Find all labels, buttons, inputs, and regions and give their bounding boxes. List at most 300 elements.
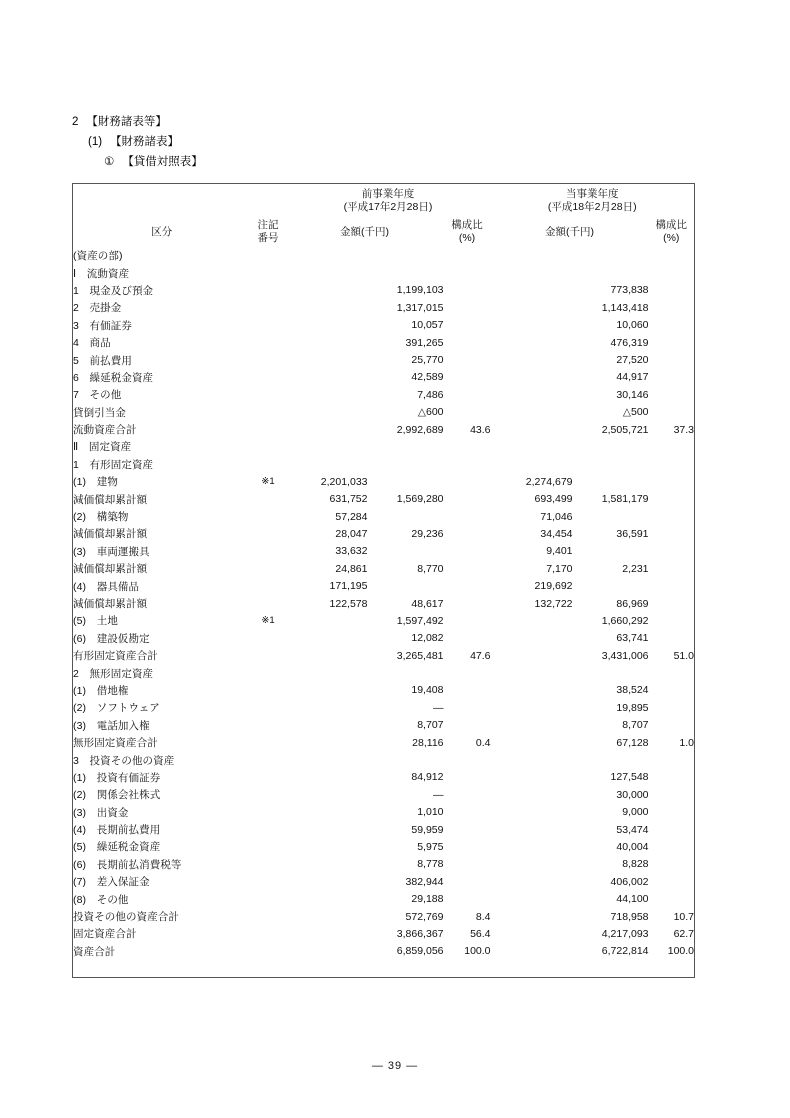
row-prev-ratio: [444, 873, 491, 890]
row-note-mark: [251, 751, 286, 768]
row-label: (1) 借地権: [73, 684, 129, 697]
row-prev-gross: 33,632: [335, 545, 368, 558]
row-prev-gross: [286, 908, 368, 925]
row-prev-gross: [286, 612, 368, 629]
row-prev-net: —: [433, 701, 444, 714]
row-curr-gross: [491, 264, 573, 281]
row-curr-ratio: 10.7: [673, 910, 695, 923]
row-curr-gross: [491, 925, 573, 942]
row-curr-ratio: [649, 369, 695, 386]
row-prev-net: [368, 247, 444, 264]
row-curr-gross: [491, 821, 573, 838]
row-curr-ratio: [649, 612, 695, 629]
row-curr-gross: [491, 908, 573, 925]
table-row: [73, 821, 695, 838]
row-prev-ratio: [444, 299, 491, 316]
row-label: (3) 出資金: [73, 806, 129, 819]
row-label: (資産の部): [73, 250, 123, 263]
row-curr-gross: [491, 421, 573, 438]
row-curr-ratio: [649, 438, 695, 455]
row-prev-ratio: [444, 664, 491, 681]
row-curr-net: 67,128: [616, 736, 649, 749]
row-prev-ratio: [444, 630, 491, 647]
row-curr-ratio: [649, 490, 695, 507]
row-curr-ratio: [649, 386, 695, 403]
row-label: (5) 土地: [73, 615, 118, 628]
row-prev-gross: [286, 299, 368, 316]
row-curr-ratio: 1.0: [679, 736, 695, 749]
row-note-mark: [251, 317, 286, 334]
table-row: [73, 473, 695, 490]
row-label: 有形固定資産合計: [73, 650, 158, 663]
row-label: Ⅰ 流動資産: [73, 267, 130, 280]
row-prev-gross: 631,752: [329, 493, 368, 506]
row-note-mark: [251, 682, 286, 699]
row-prev-net: 8,707: [417, 719, 444, 732]
row-curr-gross: [491, 769, 573, 786]
row-prev-net: 25,770: [411, 354, 444, 367]
row-curr-ratio: [649, 804, 695, 821]
row-prev-ratio: [444, 821, 491, 838]
heading-level-1: [72, 112, 712, 132]
row-label: 投資その他の資産合計: [73, 911, 179, 924]
row-label: 減価償却累計額: [73, 563, 148, 576]
row-prev-gross: [286, 751, 368, 768]
row-curr-gross: [491, 351, 573, 368]
row-prev-gross: [286, 282, 368, 299]
row-curr-net: 127,548: [610, 771, 649, 784]
row-curr-net: 6,722,814: [601, 945, 649, 958]
row-label: 1 現金及び預金: [73, 284, 154, 297]
header-period-prev-line1: 前事業年度: [361, 187, 415, 200]
row-curr-gross: [491, 247, 573, 264]
row-prev-ratio: 8.4: [475, 910, 491, 923]
row-prev-net: 29,236: [411, 527, 444, 540]
row-prev-gross: [286, 925, 368, 942]
row-label: (5) 繰延税金資産: [73, 841, 161, 854]
row-prev-net: 5,975: [417, 840, 444, 853]
row-prev-gross: [286, 699, 368, 716]
row-prev-ratio: [444, 508, 491, 525]
row-prev-gross: [286, 456, 368, 473]
row-curr-net: 40,004: [616, 840, 649, 853]
row-prev-net: △600: [417, 406, 444, 419]
row-prev-ratio: [444, 804, 491, 821]
row-curr-net: [573, 456, 649, 473]
row-prev-ratio: [444, 612, 491, 629]
row-prev-gross: [286, 821, 368, 838]
row-prev-ratio: [444, 786, 491, 803]
row-label: (3) 車両運搬具: [73, 545, 150, 558]
row-note-mark: [251, 595, 286, 612]
row-prev-net: 382,944: [405, 875, 444, 888]
row-prev-ratio: [444, 577, 491, 594]
table-row: [73, 925, 695, 942]
heading-number: ①: [104, 156, 115, 168]
row-note-mark: [251, 734, 286, 751]
table-row: [73, 838, 695, 855]
row-note-mark: [251, 821, 286, 838]
row-prev-net: 1,199,103: [396, 284, 444, 297]
table-row: [73, 751, 695, 768]
row-prev-gross: [286, 630, 368, 647]
row-prev-gross: 28,047: [335, 527, 368, 540]
row-label: 減価償却累計額: [73, 598, 148, 610]
table-row: [73, 282, 695, 299]
row-prev-net: 1,317,015: [396, 301, 444, 314]
row-note-mark: [251, 856, 286, 873]
row-prev-net: [368, 264, 444, 281]
row-label: (8) その他: [73, 893, 129, 906]
row-prev-net: [368, 577, 444, 594]
row-curr-gross: [491, 838, 573, 855]
row-curr-net: [573, 264, 649, 281]
row-prev-gross: [286, 890, 368, 907]
row-label: (3) 電話加入権: [73, 719, 150, 732]
row-note-mark: [251, 247, 286, 264]
heading-level-3: [104, 152, 712, 172]
row-curr-ratio: [649, 699, 695, 716]
header-ratio-curr: [649, 217, 695, 247]
row-curr-net: 1,660,292: [601, 614, 649, 627]
row-prev-net: 2,992,689: [396, 423, 444, 436]
row-prev-net: [368, 456, 444, 473]
table-row: [73, 543, 695, 560]
row-curr-gross: [491, 682, 573, 699]
row-prev-gross: [286, 856, 368, 873]
table-row: [73, 682, 695, 699]
row-curr-gross: [491, 299, 573, 316]
row-prev-net: 59,959: [411, 823, 444, 836]
row-prev-ratio: [444, 438, 491, 455]
balance-sheet-table-wrapper: [72, 183, 694, 978]
row-label: 無形固定資産合計: [73, 737, 158, 750]
row-curr-ratio: [649, 821, 695, 838]
row-note-mark: [251, 386, 286, 403]
row-prev-ratio: [444, 717, 491, 734]
row-curr-ratio: [649, 682, 695, 699]
row-curr-gross: 7,170: [546, 562, 573, 575]
row-curr-net: 8,707: [622, 719, 649, 732]
table-row: [73, 508, 695, 525]
row-label: (1) 建物: [73, 476, 118, 489]
row-note-mark: [251, 804, 286, 821]
row-prev-ratio: [444, 404, 491, 421]
row-curr-net: [573, 543, 649, 560]
table-row: [73, 943, 695, 960]
row-prev-net: 19,408: [411, 684, 444, 697]
table-row: [73, 369, 695, 386]
row-prev-gross: [286, 769, 368, 786]
row-prev-gross: [286, 438, 368, 455]
row-prev-gross: [286, 873, 368, 890]
row-prev-ratio: [444, 317, 491, 334]
header-amount-prev: 金額(千円): [340, 225, 389, 238]
header-chuki-line2: 番号: [257, 232, 279, 244]
row-note-mark: [251, 525, 286, 542]
row-curr-ratio: 37.3: [673, 423, 695, 436]
row-curr-gross: [491, 873, 573, 890]
row-curr-net: 3,431,006: [601, 649, 649, 662]
row-prev-gross: 57,284: [335, 510, 368, 523]
heading-text: 【貸借対照表】: [122, 156, 203, 168]
row-curr-net: 53,474: [616, 823, 649, 836]
row-curr-gross: [491, 804, 573, 821]
row-curr-ratio: [649, 543, 695, 560]
row-curr-net: 718,958: [610, 910, 649, 923]
row-prev-net: 12,082: [411, 632, 444, 645]
row-curr-ratio: [649, 595, 695, 612]
row-prev-ratio: 0.4: [475, 736, 491, 749]
row-note-mark: [251, 560, 286, 577]
row-curr-net: [573, 508, 649, 525]
row-prev-net: [368, 473, 444, 490]
row-prev-gross: [286, 786, 368, 803]
row-label: 3 投資その他の資産: [73, 754, 175, 767]
row-prev-ratio: [444, 369, 491, 386]
row-note-mark: [251, 334, 286, 351]
row-note-mark: [251, 786, 286, 803]
row-curr-net: 476,319: [610, 336, 649, 349]
row-curr-net: [573, 664, 649, 681]
row-curr-ratio: [649, 247, 695, 264]
row-curr-ratio: [649, 508, 695, 525]
row-curr-ratio: [649, 334, 695, 351]
row-prev-ratio: [444, 960, 491, 977]
row-label: [73, 960, 251, 977]
table-row: [73, 647, 695, 664]
row-prev-gross: [286, 804, 368, 821]
table-row: [73, 421, 695, 438]
row-note-mark: [251, 925, 286, 942]
row-prev-ratio: [444, 769, 491, 786]
row-label: 減価償却累計額: [73, 528, 148, 541]
table-row: [73, 247, 695, 264]
row-curr-net: 38,524: [616, 684, 649, 697]
row-prev-gross: [286, 664, 368, 681]
row-note-mark: [251, 960, 286, 977]
row-curr-ratio: [649, 890, 695, 907]
row-prev-net: 8,778: [417, 858, 444, 871]
row-note-mark: [251, 438, 286, 455]
row-prev-net: —: [433, 788, 444, 801]
heading-number: (1): [88, 136, 103, 148]
header-ratio-prev: [444, 217, 491, 247]
row-curr-gross: [491, 630, 573, 647]
row-curr-net: 8,828: [622, 858, 649, 871]
row-curr-gross: [491, 734, 573, 751]
table-row: [73, 717, 695, 734]
row-label: 2 無形固定資産: [73, 667, 154, 680]
row-curr-ratio: [649, 664, 695, 681]
header-ratio-curr-line1: 構成比: [655, 219, 688, 231]
row-note-mark: [251, 351, 286, 368]
row-curr-net: 30,000: [616, 788, 649, 801]
row-curr-net: 2,231: [622, 562, 649, 575]
row-label: 3 有価証券: [73, 319, 132, 332]
row-prev-gross: 2,201,033: [320, 475, 368, 488]
row-curr-net: △500: [622, 406, 649, 419]
table-row: [73, 386, 695, 403]
table-row: [73, 612, 695, 629]
row-note-mark: [251, 543, 286, 560]
row-prev-ratio: [444, 560, 491, 577]
table-row: [73, 699, 695, 716]
row-prev-net: 6,859,056: [396, 945, 444, 958]
heading-number: 2: [72, 116, 79, 128]
row-prev-gross: [286, 317, 368, 334]
row-curr-gross: [491, 664, 573, 681]
table-row: [73, 317, 695, 334]
row-curr-net: 36,591: [616, 527, 649, 540]
row-curr-gross: [491, 717, 573, 734]
table-row: [73, 456, 695, 473]
row-curr-gross: [491, 334, 573, 351]
row-curr-net: [573, 577, 649, 594]
row-curr-ratio: [649, 351, 695, 368]
row-prev-gross: [286, 334, 368, 351]
row-note-mark: [251, 873, 286, 890]
row-curr-gross: 34,454: [540, 527, 573, 540]
row-prev-ratio: 100.0: [464, 945, 491, 958]
row-prev-gross: [286, 647, 368, 664]
row-prev-ratio: [444, 334, 491, 351]
header-period-curr: [491, 184, 695, 218]
row-label: (6) 長期前払消費税等: [73, 858, 182, 871]
row-curr-ratio: [649, 786, 695, 803]
row-curr-ratio: [649, 577, 695, 594]
header-chuki-bango: [251, 217, 286, 247]
row-curr-net: [573, 438, 649, 455]
row-prev-net: [368, 664, 444, 681]
row-prev-gross: [286, 404, 368, 421]
row-curr-gross: [491, 369, 573, 386]
row-prev-gross: [286, 247, 368, 264]
row-label: 1 有形固定資産: [73, 458, 154, 471]
row-curr-ratio: [649, 317, 695, 334]
row-curr-gross: 219,692: [534, 580, 573, 593]
row-curr-ratio: 100.0: [667, 945, 695, 958]
row-curr-net: 9,000: [622, 806, 649, 819]
row-prev-net: [368, 960, 444, 977]
row-prev-ratio: [444, 699, 491, 716]
table-row: [73, 856, 695, 873]
row-prev-gross: [286, 838, 368, 855]
row-curr-gross: [491, 960, 573, 977]
row-prev-gross: [286, 682, 368, 699]
row-note-mark: [251, 908, 286, 925]
row-prev-net: 1,010: [417, 806, 444, 819]
row-prev-gross: [286, 717, 368, 734]
table-row: [73, 664, 695, 681]
row-curr-net: 63,741: [616, 632, 649, 645]
row-curr-gross: [491, 386, 573, 403]
row-prev-gross: [286, 386, 368, 403]
row-curr-gross: [491, 456, 573, 473]
row-curr-gross: [491, 317, 573, 334]
row-curr-net: 19,895: [616, 701, 649, 714]
row-label: 減価償却累計額: [73, 493, 148, 506]
row-curr-ratio: [649, 282, 695, 299]
row-prev-ratio: [444, 456, 491, 473]
row-note-mark: [251, 717, 286, 734]
row-curr-ratio: [649, 960, 695, 977]
heading-level-2: [88, 132, 712, 152]
header-amount-curr: 金額(千円): [545, 225, 595, 238]
row-note-mark: [251, 890, 286, 907]
row-label: 4 商品: [73, 337, 111, 350]
heading-text: 【財務諸表】: [110, 136, 180, 148]
row-curr-gross: 2,274,679: [525, 475, 573, 488]
row-curr-gross: [491, 699, 573, 716]
row-prev-ratio: 47.6: [470, 649, 491, 662]
row-label: 5 前払費用: [73, 354, 132, 367]
header-chuki-line1: 注記: [257, 219, 279, 231]
row-curr-ratio: [649, 560, 695, 577]
row-label: 流動資産合計: [73, 424, 137, 437]
row-label: 6 繰延税金資産: [73, 371, 154, 384]
row-note-mark: ※1: [261, 615, 275, 627]
header-blank-chuki: [251, 184, 286, 218]
row-curr-gross: [491, 438, 573, 455]
row-curr-net: 1,143,418: [601, 301, 649, 314]
row-label: (2) ソフトウェア: [73, 702, 160, 715]
row-prev-net: 3,866,367: [396, 927, 444, 940]
row-prev-net: 3,265,481: [396, 649, 444, 662]
row-note-mark: [251, 282, 286, 299]
table-row: [73, 908, 695, 925]
row-prev-net: 48,617: [411, 597, 444, 610]
row-note-mark: [251, 299, 286, 316]
row-curr-ratio: [649, 873, 695, 890]
row-note-mark: [251, 421, 286, 438]
row-curr-net: 4,217,093: [601, 927, 649, 940]
row-prev-net: [368, 508, 444, 525]
row-curr-gross: 71,046: [540, 510, 573, 523]
row-prev-net: [368, 438, 444, 455]
row-note-mark: ※1: [261, 476, 275, 488]
row-note-mark: [251, 369, 286, 386]
row-curr-ratio: [649, 404, 695, 421]
row-curr-ratio: [649, 856, 695, 873]
row-note-mark: [251, 456, 286, 473]
row-label: 7 その他: [73, 389, 122, 402]
row-prev-gross: [286, 960, 368, 977]
row-curr-net: 86,969: [616, 597, 649, 610]
row-label: 固定資産合計: [73, 928, 137, 941]
row-label: (6) 建設仮勘定: [73, 632, 150, 645]
row-prev-net: [368, 751, 444, 768]
row-prev-ratio: [444, 282, 491, 299]
row-prev-ratio: [444, 264, 491, 281]
row-prev-gross: [286, 351, 368, 368]
row-prev-gross: 122,578: [329, 597, 368, 610]
row-prev-net: 29,188: [411, 893, 444, 906]
row-label: (7) 差入保証金: [73, 876, 150, 889]
row-curr-ratio: [649, 456, 695, 473]
row-curr-gross: [491, 786, 573, 803]
row-label: 貸倒引当金: [73, 406, 126, 419]
table-row: [73, 299, 695, 316]
row-curr-ratio: 51.0: [673, 649, 695, 662]
row-prev-net: 7,486: [417, 388, 444, 401]
row-label: (2) 関係会社株式: [73, 789, 161, 802]
table-row: [73, 334, 695, 351]
row-prev-net: 8,770: [417, 562, 444, 575]
row-curr-net: 30,146: [616, 388, 649, 401]
row-prev-gross: [286, 369, 368, 386]
row-curr-gross: [491, 282, 573, 299]
